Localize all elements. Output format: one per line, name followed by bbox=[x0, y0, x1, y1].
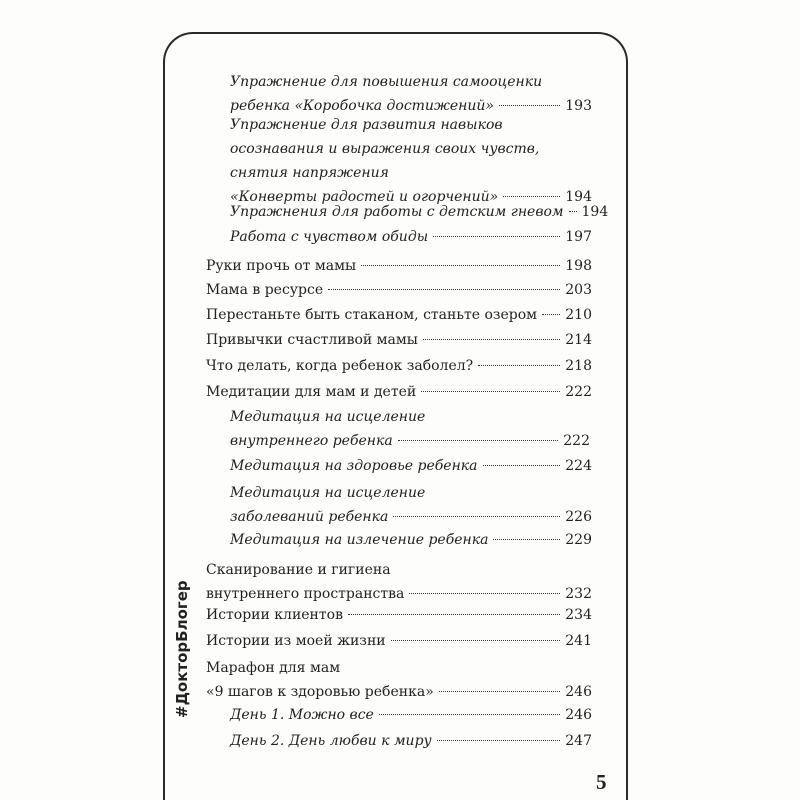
toc-entry[interactable] bbox=[230, 225, 592, 249]
leader-dots bbox=[348, 614, 560, 615]
toc-entry[interactable] bbox=[206, 254, 592, 278]
leader-dots bbox=[328, 289, 560, 290]
toc-entry-page: 222 bbox=[565, 384, 592, 400]
toc-entry-line: Сканирование и гигиена bbox=[206, 562, 391, 578]
toc-entry[interactable] bbox=[230, 481, 592, 529]
toc-entry-title: День 1. Можно все bbox=[230, 707, 374, 723]
toc-entry-title: Медитации для мам и детей bbox=[206, 384, 417, 400]
leader-dots bbox=[569, 211, 577, 212]
page-number: 5 bbox=[596, 770, 607, 794]
leader-dots bbox=[423, 339, 560, 340]
toc-entry-page: 210 bbox=[565, 307, 592, 323]
toc-entry-title: Перестаньте быть стаканом, станьте озером bbox=[206, 307, 538, 323]
toc-entry[interactable] bbox=[206, 558, 592, 606]
toc-entry[interactable] bbox=[230, 200, 609, 224]
leader-dots bbox=[439, 691, 561, 692]
leader-dots bbox=[393, 516, 560, 517]
toc-entry-title: Упражнения для работы с детским гневом bbox=[230, 204, 564, 220]
leader-dots bbox=[398, 440, 559, 441]
toc-entry-page: 247 bbox=[565, 733, 592, 749]
toc-entry[interactable] bbox=[206, 380, 592, 404]
toc-entry-title: заболеваний ребенка bbox=[230, 509, 389, 525]
toc-entry-page: 203 bbox=[565, 282, 592, 298]
toc-entry-title: ребенка «Коробочка достижений» bbox=[230, 98, 494, 114]
toc-entry-page: 214 bbox=[565, 332, 592, 348]
toc-entry-line: осознавания и выражения своих чувств, bbox=[230, 141, 540, 157]
toc-entry[interactable] bbox=[230, 70, 592, 118]
toc-entry[interactable] bbox=[230, 405, 590, 453]
toc-entry-page: 241 bbox=[565, 633, 592, 649]
leader-dots bbox=[379, 714, 560, 715]
toc-entry[interactable] bbox=[206, 354, 592, 378]
toc-entry-page: 224 bbox=[565, 458, 592, 474]
toc-entry-title: Истории из моей жизни bbox=[206, 633, 386, 649]
toc-entry-page: 222 bbox=[563, 433, 590, 449]
leader-dots bbox=[409, 593, 560, 594]
toc-entry[interactable] bbox=[206, 603, 592, 627]
toc-entry-page: 232 bbox=[565, 586, 592, 602]
leader-dots bbox=[433, 236, 560, 237]
toc-entry-page: 194 bbox=[581, 204, 609, 220]
leader-dots bbox=[542, 314, 560, 315]
leader-dots bbox=[493, 539, 560, 540]
toc-entry[interactable] bbox=[230, 703, 592, 727]
toc-entry-page: 198 bbox=[565, 258, 592, 274]
toc-entry-title: День 2. День любви к миру bbox=[230, 733, 432, 749]
toc-entry-title: Медитация на излечение ребенка bbox=[230, 532, 489, 548]
toc-entry[interactable] bbox=[230, 113, 592, 209]
toc-entry[interactable] bbox=[230, 729, 592, 753]
toc-entry-title: внутреннего пространства bbox=[206, 586, 405, 602]
toc-entry-title: Что делать, когда ребенок заболел? bbox=[206, 358, 474, 374]
toc-entry-line: снятия напряжения bbox=[230, 165, 389, 181]
toc-entry-line: Марафон для мам bbox=[206, 660, 341, 676]
toc-entry-line: Упражнение для повышения самооценки bbox=[230, 74, 543, 90]
leader-dots bbox=[361, 265, 560, 266]
toc-entry-page: 246 bbox=[565, 707, 592, 723]
leader-dots bbox=[478, 365, 560, 366]
toc-entry-title: внутреннего ребенка bbox=[230, 433, 393, 449]
toc-entry-page: 197 bbox=[565, 229, 592, 245]
leader-dots bbox=[437, 740, 561, 741]
toc-entry-page: 234 bbox=[565, 607, 592, 623]
toc-entry-title: Работа с чувством обиды bbox=[230, 229, 429, 245]
toc-entry[interactable] bbox=[206, 278, 592, 302]
toc-entry[interactable] bbox=[230, 528, 592, 552]
toc-entry-line: Медитация на исцеление bbox=[230, 409, 426, 425]
toc-entry-title: Привычки счастливой мамы bbox=[206, 332, 418, 348]
toc-entry-page: 229 bbox=[565, 532, 592, 548]
toc-entry[interactable] bbox=[206, 328, 592, 352]
leader-dots bbox=[483, 465, 561, 466]
toc-entry-line: Медитация на исцеление bbox=[230, 485, 426, 501]
toc-entry[interactable] bbox=[206, 303, 592, 327]
toc-entry[interactable] bbox=[206, 629, 592, 653]
toc-entry[interactable] bbox=[206, 656, 592, 704]
toc-entry-title: «Конверты радостей и огорчений» bbox=[230, 189, 499, 205]
toc-entry[interactable] bbox=[230, 454, 592, 478]
sidebar-hashtag: #ДокторБлогер bbox=[173, 580, 191, 718]
toc-entry-page: 194 bbox=[565, 189, 592, 205]
leader-dots bbox=[499, 105, 560, 106]
toc-entry-page: 226 bbox=[565, 509, 592, 525]
toc-entry-page: 218 bbox=[565, 358, 592, 374]
toc-entry-line: Упражнение для развития навыков bbox=[230, 117, 503, 133]
leader-dots bbox=[391, 640, 561, 641]
toc-entry-title: Медитация на здоровье ребенка bbox=[230, 458, 478, 474]
toc-entry-title: Мама в ресурсе bbox=[206, 282, 324, 298]
toc-entry-page: 193 bbox=[565, 98, 592, 114]
leader-dots bbox=[503, 196, 560, 197]
leader-dots bbox=[421, 391, 560, 392]
toc-entry-title: Истории клиентов bbox=[206, 607, 343, 623]
toc-entry-title: Руки прочь от мамы bbox=[206, 258, 357, 274]
toc-entry-title: «9 шагов к здоровью ребенка» bbox=[206, 684, 434, 700]
toc-entry-page: 246 bbox=[565, 684, 592, 700]
